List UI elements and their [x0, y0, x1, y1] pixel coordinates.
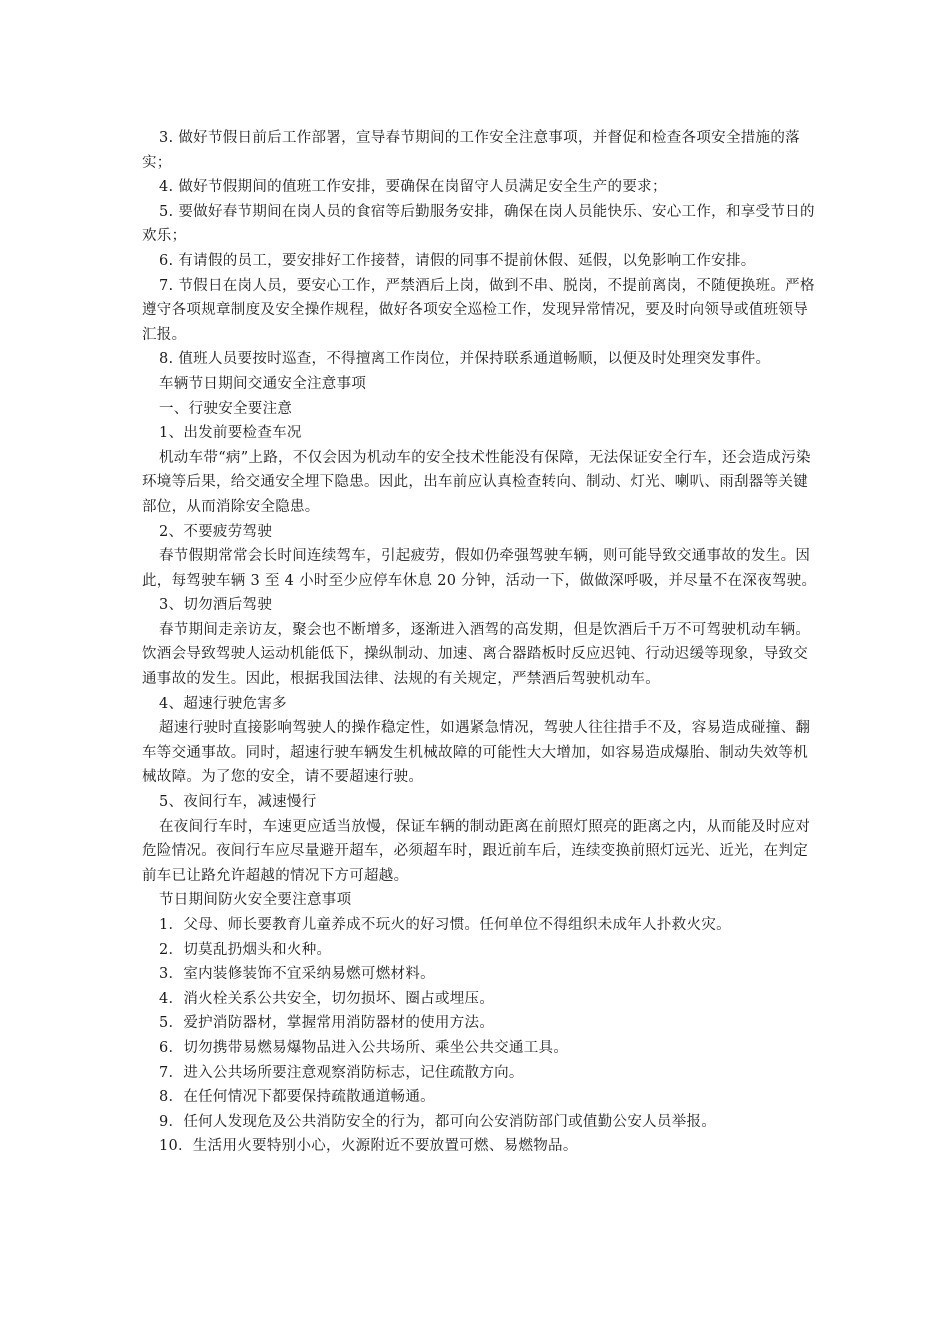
item-8: 8. 值班人员要按时巡查，不得擅离工作岗位，并保持联系通道畅顺，以便及时处理突发事件。: [159, 351, 771, 368]
fire-item-4: 4．消火栓关系公共安全，切勿损坏、圈占或埋压。: [159, 990, 495, 1007]
document-body: [142, 126, 822, 1159]
para-drunk-driving: 春节期间走亲访友，聚会也不断增多，逐渐进入酒驾的高发期，但是饮酒后千万不可驾驶机动车辆。饮酒会导致驾驶人运动机能低下，操纵制动、加速、离合器踏板时反应迟钝、行动迟缓等现象，导致交通事故的发生。因此，根据我国法律、法规的有关规定，严禁酒后驾驶机动车。: [142, 621, 811, 688]
fire-item-8: 8．在任何情况下都要保持疏散通道畅通。: [159, 1089, 435, 1106]
para-night-driving: 在夜间行车时，车速更应适当放慢，保证车辆的制动距离在前照灯照亮的距离之内，从而能及时应对危险情况。夜间行车应尽量避开超车，必须超车时，跟近前车后，连续变换前照灯远光、近光，在判定前车已让路允许超越的情况下方可超越。: [142, 818, 811, 884]
item-4: 4. 做好节假期间的值班工作安排，要确保在岗留守人员满足安全生产的要求；: [159, 179, 667, 196]
fire-item-5: 5．爱护消防器材，掌握常用消防器材的使用方法。: [159, 1015, 495, 1032]
para-fatigue: 春节假期常常会长时间连续驾车，引起疲劳，假如仍牵强驾驶车辆，则可能导致交通事故的发生。因此，每驾驶车辆 3 至 4 小时至少应停车休息 20 分钟，活动一下，做做深呼吸，并尽量不在深夜驾驶。: [142, 548, 817, 589]
fire-item-9: 9．任何人发现危及公共消防安全的行为，都可向公安消防部门或值勤公安人员举报。: [159, 1113, 717, 1130]
heading-fatigue: 2、不要疲劳驾驶: [159, 523, 273, 540]
fire-item-7: 7．进入公共场所要注意观察消防标志，记住疏散方向。: [159, 1064, 524, 1081]
heading-drunk-driving: 3、切勿酒后驾驶: [159, 597, 273, 614]
section-title-traffic: 车辆节日期间交通安全注意事项: [159, 375, 367, 392]
section-title-fire: 节日期间防火安全要注意事项: [159, 892, 352, 909]
para-speeding: 超速行驶时直接影响驾驶人的操作稳定性，如遇紧急情况，驾驶人往往措手不及，容易造成碰撞、翻车等交通事故。同时，超速行驶车辆发生机械故障的可能性大大增加，如容易造成爆胎、制动失效等机械故障。为了您的安全，请不要超速行驶。: [142, 720, 811, 786]
subsection-driving: 一、行驶安全要注意: [159, 400, 293, 417]
item-7: 7. 节假日在岗人员，要安心工作，严禁酒后上岗，做到不串、脱岗，不提前离岗，不随便换班。严格遵守各项规章制度及安全操作规程，做好各项安全巡检工作，发现异常情况，要及时向领导或值班领导汇报。: [142, 277, 815, 343]
fire-item-3: 3．室内装修装饰不宜采纳易燃可燃材料。: [159, 966, 435, 983]
fire-item-10: 10．生活用火要特别小心，火源附近不要放置可燃、易燃物品。: [159, 1138, 578, 1155]
para-check-vehicle: 机动车带“病”上路，不仅会因为机动车的安全技术性能没有保障，无法保证安全行车，还会造成污染环境等后果，给交通安全埋下隐患。因此，出车前应认真检查转向、制动、灯光、喇叭、雨刮器等关键部位，从而消除安全隐患。: [142, 449, 811, 515]
item-5: 5. 要做好春节期间在岗人员的食宿等后勤服务安排，确保在岗人员能快乐、安心工作，和享受节日的欢乐；: [142, 203, 815, 245]
heading-check-vehicle: 1、出发前要检查车况: [159, 425, 302, 442]
fire-item-2: 2．切莫乱扔烟头和火种。: [159, 941, 332, 958]
heading-speeding: 4、超速行驶危害多: [159, 695, 287, 712]
item-6: 6. 有请假的员工，要安排好工作接替，请假的同事不提前休假、延假，以免影响工作安排。: [159, 252, 756, 269]
fire-item-1: 1．父母、师长要教育儿童养成不玩火的好习惯。任何单位不得组织未成年人扑救火灾。: [159, 917, 731, 933]
heading-night-driving: 5、夜间行车，减速慢行: [159, 794, 317, 811]
fire-item-6: 6．切勿携带易燃易爆物品进入公共场所、乘坐公共交通工具。: [159, 1039, 569, 1056]
item-3: 3. 做好节假日前后工作部署，宣导春节期间的工作安全注意事项，并督促和检查各项安全措施的落实；: [142, 130, 800, 171]
